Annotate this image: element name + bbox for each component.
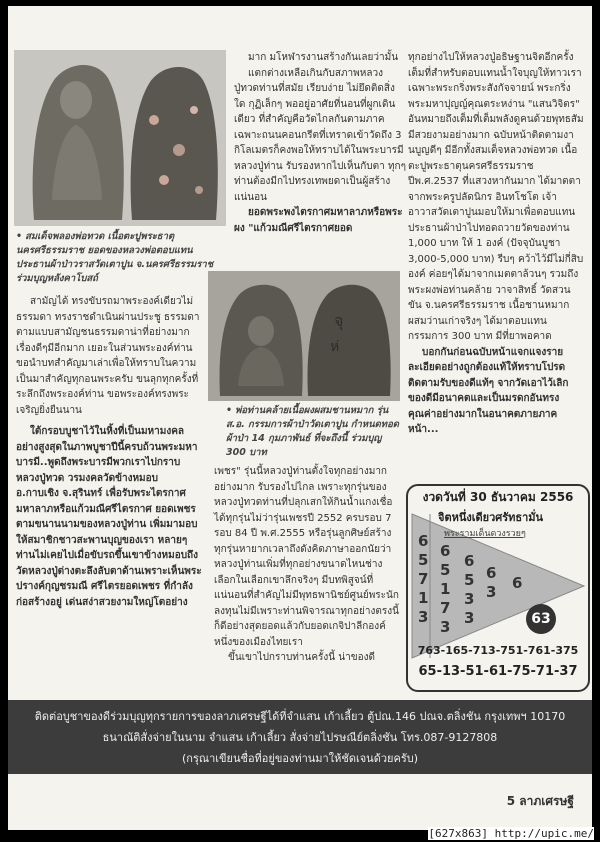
lottery-digits-col-e [512,574,522,593]
lottery-digits-col-c [464,552,474,628]
digit: 3 [486,583,497,601]
caption-2-text: พ่อท่านคล้ายเนื้อผงผสมชานหมาก รุ่น ส.อ. กรรมการผ้าป่าวัดเตาปูน กำหนดทอดผ้าป่า 14 กุมภาพันธ์ ที่จะถึงนี้ ร่วมบุญ 300 บาท [226,405,399,458]
lottery-brand-2: พระรามเด็นดวงรวยๆ [444,529,526,539]
paragraph-bold: บอกกันก่อนฉบับหน้าแจกแจงรายละเอียดอย่างถูกต้องแท้ให้ทราบโปรดติดตามรับของดีแท้ๆ จากวัดเอาไว้เลิกของดีมีอนาคตและเป็นมรดกอันทรงคุณค่าอย่างมากในอนาคตภายภาคหน้า... [408,346,569,435]
contact-footer [8,700,592,774]
magazine-page [8,6,592,830]
column-1-lower [16,294,202,610]
lottery-badge: 63 [526,604,556,634]
lottery-box [406,484,590,692]
digit: 6 [512,574,523,592]
paragraph: ทุกอย่างไปให้หลวงปู่อธิษฐานจิตอีกครั้งเต็มที่สำหรับตอบแทนน้ำใจบุญให้ทาวเรา เฉพาะพระกริ่งพระสังกัจจายน์ พระกริ่งพระมหาปุญญ์คุณตระหง่าน "แสนวิจิตร" อันหมายถึงเต็มที่เต็มพลังดูคนด้วยพุทธสัมมีสวยงามอย่างมาก ฉบับหน้าติดตามงานบูญดีๆ มีอีกทั้งสมเด็จหลวงพ่อทวด เนื้อตะปูพระธาตุนครศรีธรรมราช ปีพ.ศ.2537 ที่แสวงหากันมาก ได้มาตตาจากพระครูปลัดนิกร อินทโชโต เจ้าอาวาสวัดเตาปูนมอบให้มาเพื่อตอบแทนประธานผ้าป่าไปทอดถวายวัดของท่าน 1,000 บาท ให้ 1 องค์ (ปัจจุบันบูชา 3,000-5,000 บาท) รีบๆ คว้าไว้มีไม่กี่สิบองค์ ค่อยๆได้มาจากเมตตาล้วนๆ รวมถึงพระผงพ่อท่านคล้าย วาจาสิทธิ์ วัดสวนขัน จ.นครศรีธรรมราช เนื้อชานหมาก ผสมว่านเก่าจริงๆ ได้มาตอบแทนกรรมการ 300 บาท มีที่ยาพอคาด [408,52,584,342]
caption-1-text: สมเด็จพลองพ่อทวด เนื้อตะปูพระธาตุ นครศรีธรรมราช ยอดของหลวงพ่อตอบแทน ประธานผ้าป่าวราสวัดเตาปูน จ.นครศรีธรรมราช ร่วมบุญหลังคาโบสถ์ [16,231,214,284]
digit: 3 [464,590,475,608]
amulet-photo-1 [14,50,226,226]
watermark: [627x863] http://upic.me/ [428,827,594,840]
digit: 5 [418,551,429,569]
digit: 3 [464,609,475,627]
paragraph: แตกต่างเหลือเกินกับสภาพหลวงปู่ทวดท่านที่สมัย เรียบง่าย ไม่ยึดติดสิ่งใด กุฏิเล็กๆ พออยู่อาศัยที่นอนที่ผูกเดินเดียว ที่สำคัญคือวัดไกลกันตามภาค เฉพาะถนนคอนกรีตที่เทราดเข้าวัดถึง 3 กิโลเมตรก็คงพอให้ทราบได้ในพระบารมีหลวงปู่ท่าน รับรองหากไปเห็นกับตา ทุกๆท่านต้องมีกไปทรงเทพยดาเป็นผู้สร้างแน่นอน [234,67,406,203]
paragraph: มาก มโหฬารงานสร้างกันเลยว่ามั้น [248,52,399,63]
footer-line-3: (กรุณาเขียนชื่อที่อยู่ของท่านมาให้ชัดเจนด้วยครับ) [182,752,418,765]
lottery-numbers-2: 65-13-51-61-75-71-37 [418,664,578,679]
paragraph-bold: ใต้กรอบบูชาไว้ในหิ้งที่เป็นมหามงคลอย่างสูงสุดในภาพบูชาปีนี้ครบถ้วนพระมหาบารมี..พูดถึงพระบารมีพวกเราไปกราบหลวงปู่ทวด วรมงคลวัดข้างหมอบ อ.กาบเชิง จ.สุรินทร์ เพื่อรับพระไตรกาศมหาลาภหรือแก้วมณีศรีไตรกาศ ยอดเพชรตามขนานนามของหลวงปู่ท่าน เพิ่มมามอบให้สมาชิกชาวสะพานบุญของเรา หลายๆท่านไม่เคยไปเมื่อขับรถขึ้นเขาข้างหมอบถึงวัดหลวงปู่ต่างตะลึงลับตาด้านเพราะเห็นพระปรางค์กุญชรมณี ศรีไตรยอดเพชร ที่กำลังก่อสร้างอยู่ เด่นสง่าสวยงามใหญ่โตอย่าง [16,426,202,608]
digit: 3 [418,608,429,626]
paragraph: สามัญได้ ทรงขับรถมาพระองค์เดียวไม่ธรรมดา ทรงราชดำเนินผ่านประชู ธรรมดาตามแบบสามัญชนธรรมดาน่าที่อย่างมาก เรื่องดีๆมีอีกมาก เยอะในส่วนพระองค์ท่าน ขอนำบทสำคัญมาเล่าเพื่อให้ทราบในความเป็นมาสำคัญทุกอนพระครับ ขนลุกทุกครั้งที่ระลึกถึงพระองค์ท่าน ขอพระองค์ทรงพระเจริญยิ่งยืนนาน [16,296,200,416]
amulet-pair-image-2 [208,271,400,401]
bullet-icon: • [226,405,233,416]
lottery-digits-col-b [440,542,450,637]
amulet-pair-image [14,50,226,226]
paragraph-bold: ยอดพระพงไตรกาศมหาลาภหรือพระผง "แก้วมณีศรีไตรกาศยอด [234,207,403,234]
paragraph: เพชร" รุ่นนี้หลวงปู่ท่านตั้งใจทุกอย่างมากอย่างมาก รับรองไปไกล เพราะทุกรุ่นของหลวงปู่ทวดท่านที่ปลุกเสกให้กินน้ำแกงเชื่อได้ทุกรุ่นไม่ว่ารุ่นเพชรปี 2552 ครบรอบ 7 รอบ 84 ปี พ.ศ.2555 หรือรุ่นลูกศิษย์สร้างทุกรุ่นหายากเวลาถึงดังคิดภาษาออกนัยว่า หลวงปู่ท่านเพิ่มที่ทุกอย่างขนาดไหนช่างเลือกในเลือกเขาลึกจริงๆ มีบทพิสูจน์ที่แน่นอนที่สำคัญไม่มีพุทธพานิชย์ศูนย์พระนักลงทุนไม่มีเพราะท่านพิจารณาทุกอย่างตรงนี้ก็ดีอย่างสุดยอดแล้วกับยอดเกจิปาลีกองค์หนึ่งของเมืองไทยเรา [214,466,399,648]
digit: 7 [440,599,451,617]
digit: 5 [440,561,451,579]
column-3 [408,50,584,438]
paragraph: ขึ้นเขาไปกราบท่านครั้งนี้ น่าของดี [228,652,375,663]
digit: 6 [418,532,429,550]
digit: 6 [486,564,497,582]
digit: 1 [440,580,451,598]
lottery-brand-1: จิตหนึ่งเดียวศรัทธามั่น [438,511,544,524]
svg-text:ห่: ห่ [330,339,340,355]
footer-line-1: ติดต่อบูชาของดีร่วมบุญทุกรายการของลาภเศรษฐีได้ที่จำแสน เก้าเลี้ยว ตู้ปณ.146 ปณจ.ตลิ่งชัน กรุงเทพฯ 10170 [34,710,566,723]
svg-text:จุ: จุ [334,311,344,330]
lottery-digits-col-a [418,532,428,627]
digit: 3 [440,618,451,636]
bullet-icon: • [16,231,23,242]
column-2-top [234,50,406,236]
lottery-date: งวดวันที่ 30 ธันวาคม 2556 [422,490,574,504]
lottery-digits-col-d [486,564,496,602]
page-number: 5 ลาภเศรษฐี [506,794,574,808]
digit: 6 [440,542,451,560]
digit: 1 [418,589,429,607]
caption-1 [16,230,228,286]
lottery-numbers-1: 763-165-713-751-761-375 [417,644,579,657]
footer-line-2: ธนาณัติสั่งจ่ายในนาม จำแสน เก้าเลี้ยว สั่งจ่ายไปรษณีย์ตลิ่งชัน โทร.087-9127808 [102,731,498,744]
digit: 6 [464,552,475,570]
amulet-photo-2 [208,271,400,401]
caption-2 [226,404,404,460]
digit: 7 [418,570,429,588]
digit: 5 [464,571,475,589]
column-2-lower [214,464,402,666]
